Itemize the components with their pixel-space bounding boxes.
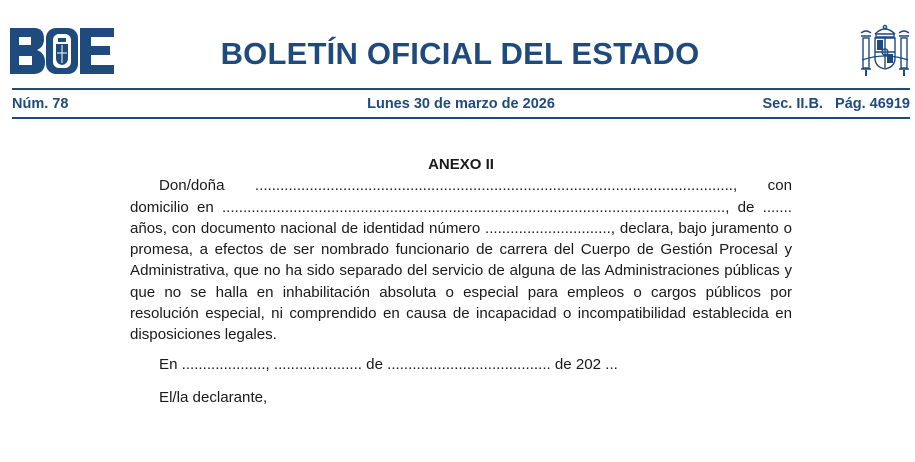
publication-date: Lunes 30 de marzo de 2026 [367,96,555,112]
document-body [130,154,792,408]
masthead-title: BOLETÍN OFICIAL DEL ESTADO [220,36,700,71]
issue-number: Núm. 78 [12,96,69,112]
signature-line: El/la declarante, [159,388,268,406]
declaration-paragraph: Don/doña .................................................................................................................., con domicilio en ........................................................................................................................, de ....... años, con documento nacional de identidad número .............................., declara, bajo juramento o promesa, a efectos de ser nombrado funcionario de carrera del Cuerpo de Gestión Procesal y Administrativa, que no ha sido separado del servicio de alguna de las Administraciones públicas y que no se halla en inhabilitación absoluta o especial para empleos o cargos públicos por resolución especial, ni comprendido en causa de incapacidad o incompatibilidad establecida en disposiciones legales. [130,177,792,344]
masthead [0,0,915,90]
header-rule-bottom [12,117,910,119]
boe-logo-icon [10,28,114,74]
coat-of-arms-icon [858,22,912,78]
place-date-line: En ...................., ..................... de ....................................... de 202 ... [159,355,618,373]
section-page: Sec. II.B. Pág. 46919 [762,96,910,112]
annex-title: ANEXO II [428,156,494,173]
info-bar [12,94,910,114]
header-rule-top [12,88,910,90]
